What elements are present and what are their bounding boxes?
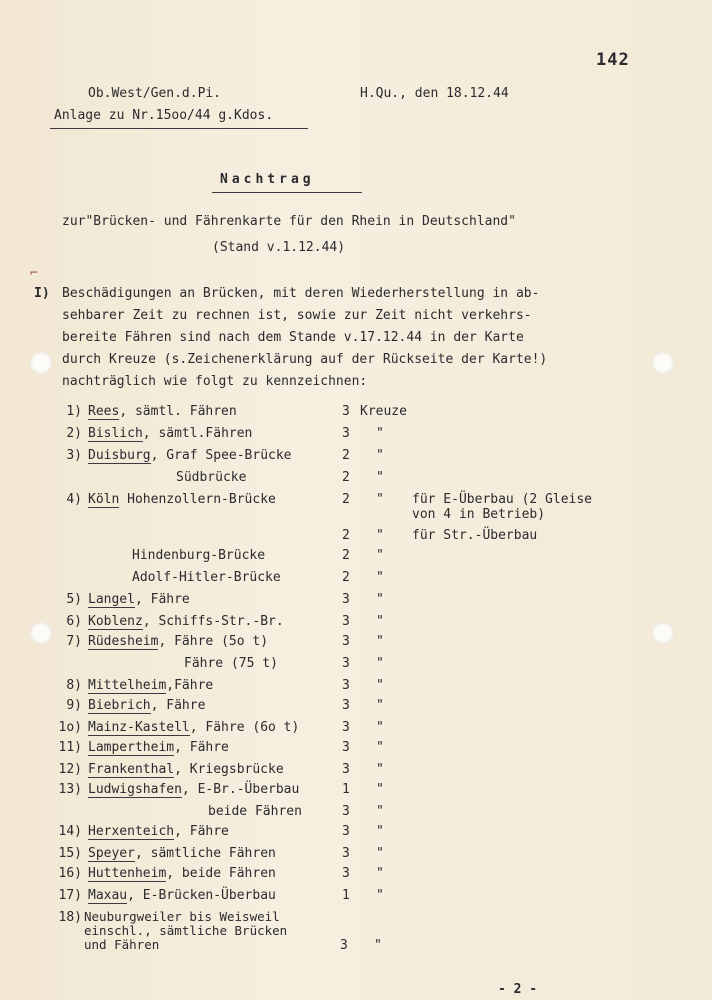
punch-hole xyxy=(30,352,52,374)
item-description: , Graf Spee-Brücke xyxy=(150,448,292,463)
item-mark: " xyxy=(376,570,384,585)
item-mark: " xyxy=(376,804,384,819)
item-label xyxy=(88,634,268,649)
item-number: 3) xyxy=(66,448,82,463)
item-number: 17) xyxy=(58,888,82,903)
item-count: 1 xyxy=(342,782,350,797)
item-place: Rüdesheim xyxy=(88,634,159,649)
item-number: 11) xyxy=(58,740,82,755)
item-number: 16) xyxy=(58,866,82,881)
subtitle: zur"Brücken- und Fährenkarte für den Rhein in Deutschland" xyxy=(62,214,516,229)
item-description: , Schiffs-Str.-Br. xyxy=(142,614,284,629)
item-place: Mittelheim xyxy=(88,678,167,693)
item-description: , sämtliche Fähren xyxy=(134,846,276,861)
item-count: 2 xyxy=(342,492,350,507)
item-place: Mainz-Kastell xyxy=(88,720,190,735)
item-label xyxy=(88,762,284,777)
item-label xyxy=(88,782,299,797)
item-mark: " xyxy=(376,866,384,881)
item-description: , sämtl.Fähren xyxy=(142,426,253,441)
item-mark: " xyxy=(376,634,384,649)
item-number: 15) xyxy=(58,846,82,861)
item-number: 8) xyxy=(66,678,82,693)
item-label xyxy=(88,404,237,419)
item-mark: " xyxy=(376,698,384,713)
item-place: Rees xyxy=(88,404,120,419)
item-mark: " xyxy=(374,938,382,953)
item-label xyxy=(88,740,229,755)
section-line: sehbarer Zeit zu rechnen ist, sowie zur Zeit nicht verkehrs- xyxy=(62,308,532,323)
item-mark: " xyxy=(376,448,384,463)
item-mark: " xyxy=(376,470,384,485)
item-description: , E-Br.-Überbau xyxy=(181,782,300,797)
item-place: Huttenheim xyxy=(88,866,167,881)
section-line: Beschädigungen an Brücken, mit deren Wiederherstellung in ab- xyxy=(62,286,540,301)
item-mark: " xyxy=(376,426,384,441)
item-count: 1 xyxy=(342,888,350,903)
item-number: 5) xyxy=(66,592,82,607)
item-label xyxy=(88,592,190,607)
item-label xyxy=(88,846,276,861)
item-place: Koblenz xyxy=(88,614,143,629)
item-place: Langel xyxy=(88,592,135,607)
item-place: Herxenteich xyxy=(88,824,175,839)
item-description: , Kriegsbrücke xyxy=(174,762,284,777)
item-number: 9) xyxy=(66,698,82,713)
place-date: H.Qu., den 18.12.44 xyxy=(360,86,509,101)
item-mark: " xyxy=(376,762,384,777)
item-mark: " xyxy=(376,592,384,607)
item-count: 2 xyxy=(342,448,350,463)
item-mark: " xyxy=(376,740,384,755)
item-description: , Fähre xyxy=(174,824,229,839)
item-count: 3 xyxy=(340,938,348,953)
item-number: 18) xyxy=(58,910,82,925)
item-description: , Fähre (5o t) xyxy=(158,634,269,649)
item-mark: " xyxy=(376,888,384,903)
item-description: , Fähre xyxy=(134,592,190,607)
item-count: 3 xyxy=(342,614,350,629)
sender: Ob.West/Gen.d.Pi. xyxy=(88,86,222,101)
punch-hole xyxy=(652,622,674,644)
item-count: 3 xyxy=(342,762,350,777)
margin-mark: ⌐ xyxy=(30,266,38,281)
item-place: Frankenthal xyxy=(88,762,175,777)
item-count: 3 xyxy=(342,634,350,649)
item-label xyxy=(88,492,276,507)
item-count: 3 xyxy=(342,404,350,419)
item-label xyxy=(88,866,276,881)
item-mark: " xyxy=(376,824,384,839)
item-mark: " xyxy=(376,720,384,735)
item-description: Hindenburg-Brücke xyxy=(132,548,266,563)
item-number: 14) xyxy=(58,824,82,839)
item-description: ,Fähre xyxy=(166,678,214,693)
item-number: 4) xyxy=(66,492,82,507)
item-place: Speyer xyxy=(88,846,135,861)
item-count: 3 xyxy=(342,866,350,881)
item-count: 3 xyxy=(342,824,350,839)
stand-date: (Stand v.1.12.44) xyxy=(212,240,346,255)
item-description: , E-Brücken-Überbau xyxy=(127,888,276,903)
item-count: 3 xyxy=(342,846,350,861)
item-mark: " xyxy=(376,492,384,507)
page-number-top: 142 xyxy=(596,50,630,70)
item-place: Lampertheim xyxy=(88,740,175,755)
item-mark: " xyxy=(376,656,384,671)
item-place: Ludwigshafen xyxy=(88,782,182,797)
item-place: Köln xyxy=(88,492,120,507)
item-description: , Fähre (6o t) xyxy=(189,720,300,735)
item-mark: " xyxy=(376,846,384,861)
item-mark: Kreuze xyxy=(360,404,407,419)
item-label xyxy=(88,614,284,629)
item-note: für E-Überbau (2 Gleise von 4 in Betrieb) xyxy=(412,492,593,522)
item-description: Adolf-Hitler-Brücke xyxy=(132,570,281,585)
section-line: bereite Fähren sind nach dem Stande v.17.12.44 in der Karte xyxy=(62,330,524,345)
item-number: 1o) xyxy=(58,720,82,735)
item-count: 3 xyxy=(342,426,350,441)
punch-hole xyxy=(652,352,674,374)
item-label xyxy=(88,720,299,735)
punch-hole xyxy=(30,622,52,644)
item-count: 3 xyxy=(342,720,350,735)
footer-page-number: - 2 - xyxy=(498,982,538,997)
item-label xyxy=(88,426,252,441)
item-number: 6) xyxy=(66,614,82,629)
item-count: 2 xyxy=(342,528,350,543)
item-place: Biebrich xyxy=(88,698,151,713)
item-label xyxy=(88,448,292,463)
item-description: , Fähre xyxy=(150,698,206,713)
section-line: durch Kreuze (s.Zeichenerklärung auf der Rückseite der Karte!) xyxy=(62,352,548,367)
item-description: Hohenzollern-Brücke xyxy=(119,492,276,507)
item-mark: " xyxy=(376,528,384,543)
item-mark: " xyxy=(376,548,384,563)
item-number: 7) xyxy=(66,634,82,649)
item-description: Neuburgweiler bis Weisweil einschl., sämtliche Brücken und Fähren xyxy=(84,909,288,952)
section-number: I) xyxy=(34,286,50,301)
document-title: Nachtrag xyxy=(220,172,315,187)
item-description: Fähre (75 t) xyxy=(184,656,278,671)
item-number: 12) xyxy=(58,762,82,777)
item-count: 2 xyxy=(342,548,350,563)
title-underline xyxy=(212,192,362,193)
attachment-ref: Anlage zu Nr.15oo/44 g.Kdos. xyxy=(54,108,274,123)
item-number: 2) xyxy=(66,426,82,441)
item-count: 3 xyxy=(342,656,350,671)
item-description: beide Fähren xyxy=(208,804,302,819)
item-count: 2 xyxy=(342,570,350,585)
item-count: 3 xyxy=(342,698,350,713)
item-label xyxy=(88,824,229,839)
item-mark: " xyxy=(376,678,384,693)
item-mark: " xyxy=(376,614,384,629)
item-description: Südbrücke xyxy=(176,470,247,485)
section-line: nachträglich wie folgt zu kennzeichnen: xyxy=(62,374,368,389)
item-place: Bislich xyxy=(88,426,143,441)
item-number: 1) xyxy=(66,404,82,419)
item-place: Duisburg xyxy=(88,448,151,463)
attachment-underline xyxy=(50,128,308,129)
item-mark: " xyxy=(376,782,384,797)
item-label xyxy=(88,698,205,713)
item-number: 13) xyxy=(58,782,82,797)
item-description: , Fähre xyxy=(174,740,229,755)
item-description: , beide Fähren xyxy=(166,866,276,881)
item-count: 3 xyxy=(342,678,350,693)
item-count: 3 xyxy=(342,592,350,607)
item-count: 3 xyxy=(342,740,350,755)
item-label xyxy=(88,678,213,693)
item-description: , sämtl. Fähren xyxy=(119,404,237,419)
item-count: 2 xyxy=(342,470,350,485)
item-note: für Str.-Überbau xyxy=(412,528,538,543)
item-label xyxy=(88,888,276,903)
item-place: Maxau xyxy=(88,888,128,903)
item-count: 3 xyxy=(342,804,350,819)
